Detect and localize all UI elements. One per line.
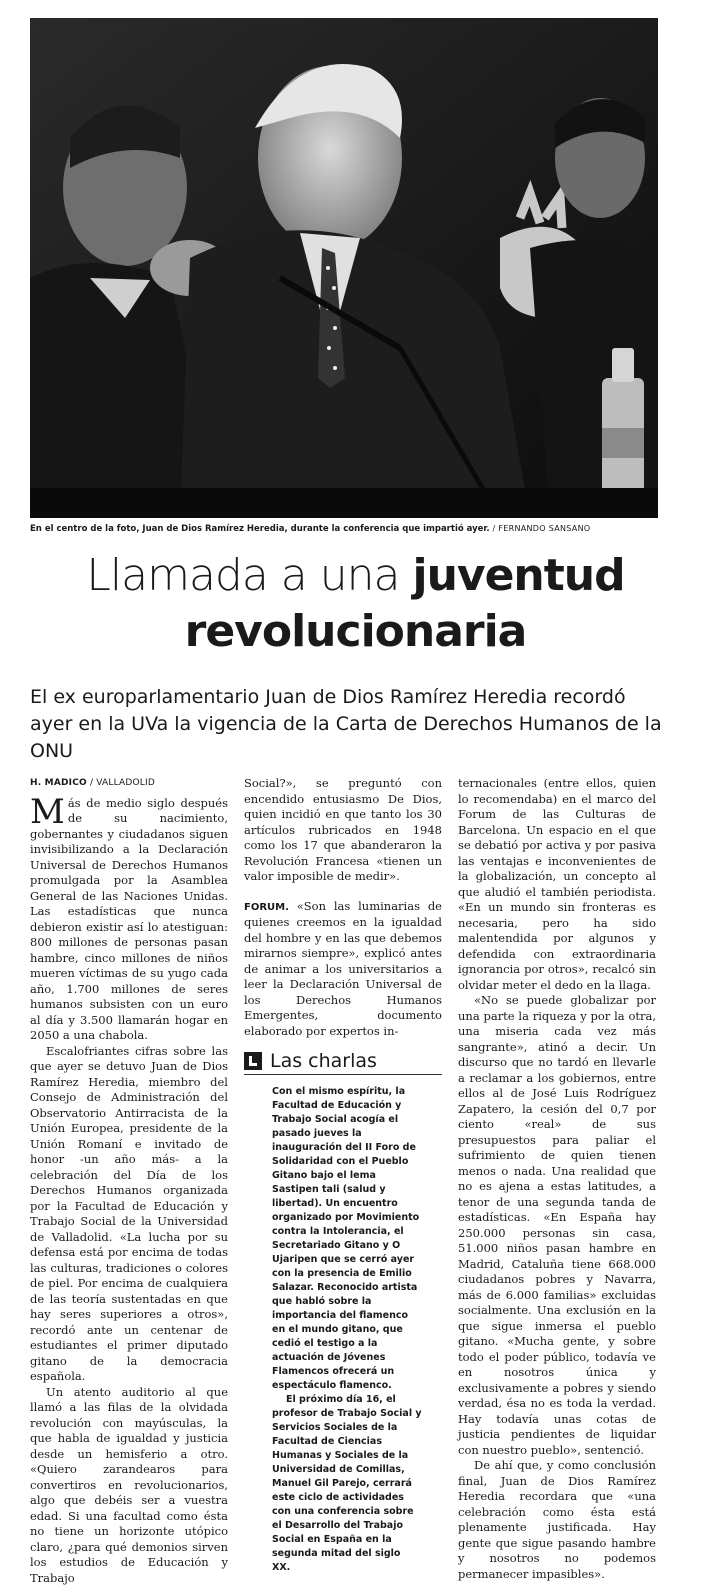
sidebar-title: Las charlas bbox=[270, 1050, 377, 1072]
sidebar-box bbox=[244, 1050, 442, 1575]
paragraph-1-text: ás de medio siglo después de su nacimiento, gobernantes y ciudadanos siguen invisibilizando a la Declaración Universal de Derechos Humanos promulgada por la Asamblea General de las Naciones Unidas. Las estadísticas que nunca debieron existir así lo atestiguan: 800 millones de personas pasan hambre, cinco millones de niños mueren víctimas de su yugo cada año, 1.700 millones de seres humanos subsisten con un euro al día y 3.500 llamarán hogar en 2050 a una chabola. bbox=[30, 796, 228, 1043]
paragraph-5-text: «Son las luminarias de quienes creemos en la igualdad del hombre y en las que debemos mirarnos siempre», explicó antes de animar a los universitarios a leer la Declaración Universal de los Derechos Humanos Emergentes, documento elaborado por expertos in- bbox=[244, 899, 442, 1038]
headline bbox=[0, 548, 711, 660]
byline-author: H. MADICO bbox=[30, 778, 87, 788]
paragraph-8: De ahí que, y como conclusión final, Juan de Dios Ramírez Heredia recordara que «una celebración como ésta está plenamente justificada. Hay gente que sigue pasando hambre y nosotros no podemos permanecer impasibles». bbox=[458, 1458, 656, 1582]
column-3 bbox=[458, 776, 656, 1582]
paragraph-7: «No se puede globalizar por una parte la riqueza y por la otra, una miseria cada vez más sangrante», atinó a decir. Un discurso que no tardó en llevarle a reclamar a los gobiernos, entre ellos al de José Luis Rodríguez Zapatero, la cesión del 0,7 por ciento «real» de sus presupuestos para paliar el sufrimiento de quien tienen menos o nada. Una realidad que no es ajena a estas latitudes, a tenor de una segunda tanda de estadísticas. «En España hay 250.000 personas sin casa, 51.000 niños pasan hambre en Madrid, Cataluña tiene 668.000 ciudadanos pobres y Navarra, más de 6.000 familias» excluidas socialmente. Una exclusión en la que sigue inmersa el pueblo gitano. «Mucha gente, y sobre todo el poder público, todavía ve en nosotros única y exclusivamente a pobres y siendo verdad, ésa no es toda la verdad. Hay todavía unas cotas de justicia pendientes de liquidar con nuestro pueblo», sentenció. bbox=[458, 993, 656, 1458]
paragraph-1 bbox=[30, 796, 228, 1044]
sidebar-paragraph-2: El próximo día 16, el profesor de Trabajo Social y Servicios Sociales de la Facultad de Ciencias Humanas y Sociales de la Universidad de Comillas, Manuel Gil Parejo, cerrará este ciclo de actividades con una conferencia sobre el Desarrollo del Trabajo Social en España en la segunda mitad del siglo XX. bbox=[272, 1393, 422, 1575]
paragraph-3: Un atento auditorio al que llamó a las filas de la olvidada revolución con mayúsculas, la que habla de igualdad y justicia desde un hemisferio a otro. «Quiero zarandearos para convertiros en revolucionarios, algo que debéis ser a vuestra edad. Si una facultad como ésta no tiene un horizonte utópico claro, ¿para qué demonios sirven los estudios de Educación y Trabajo bbox=[30, 1385, 228, 1586]
headline-bold: juventud bbox=[412, 550, 624, 601]
photo-credit: / FERNANDO SANSANO bbox=[490, 524, 591, 533]
section-marker-icon bbox=[244, 1052, 262, 1070]
paragraph-4: Social?», se preguntó con encendido entusiasmo De Dios, quien incidió en que tanto los 30 artículos rubricados en 1948 como los 17 que abanderaron la Revolución Francesa «tienen un valor imposible de medir». bbox=[244, 776, 442, 885]
headline-light: Llamada a una bbox=[86, 550, 412, 601]
news-photo bbox=[30, 18, 658, 518]
caption-text: En el centro de la foto, Juan de Dios Ramírez Heredia, durante la conferencia que impartió ayer. bbox=[30, 524, 490, 534]
paragraph-6: ternacionales (entre ellos, quien lo recomendaba) en el marco del Forum de las Culturas de Barcelona. Un espacio en el que se debatió por activa y por pasiva las ventajas e inconvenientes de la globalización, un concepto al que aludió el también periodista. «En un mundo sin fronteras es necesaria, pero ha sido malentendida por algunos y defendida con extraordinaria ignorancia por otros», recalcó sin olvidar meter el dedo en la llaga. bbox=[458, 776, 656, 993]
byline-city: / VALLADOLID bbox=[87, 778, 155, 788]
headline-line2: revolucionaria bbox=[185, 606, 527, 657]
byline bbox=[30, 776, 228, 792]
paragraph-2: Escalofriantes cifras sobre las que ayer se detuvo Juan de Dios Ramírez Heredia, miembro del Consejo de Administración del Observatorio Antirracista de la Unión Europea, presidente de la Unión Romaní e invitado de honor -un año más- a la celebración del Día de los Derechos Humanos organizada por la Facultad de Educación y Trabajo Social de la Universidad de Valladolid. «La lucha por su defensa está por encima de todas las culturas, tradiciones o colores de piel. Por encima de cualquiera de las teoría sustentadas en que hay seres superiores a otros», recordó ante un centenar de estudiantes el primer diputado gitano de la democracia española. bbox=[30, 1044, 228, 1385]
sidebar-text bbox=[244, 1085, 442, 1575]
paragraph-5 bbox=[244, 899, 442, 1040]
column-2 bbox=[244, 776, 442, 1039]
sidebar-header bbox=[244, 1050, 442, 1075]
drop-cap: M bbox=[30, 798, 65, 826]
forum-label: FORUM. bbox=[244, 902, 289, 913]
sidebar-paragraph-1: Con el mismo espíritu, la Facultad de Educación y Trabajo Social acogía el pasado jueves la inauguración del II Foro de Solidaridad con el Pueblo Gitano bajo el lema Sastipen tali (salud y libertad). Un encuentro organizado por Movimiento contra la Intolerancia, el Secretariado Gitano y O Ujaripen que se cerró ayer con la presencia de Emilio Salazar. Reconocido artista que habló sobre la importancia del flamenco en el mundo gitano, que cedió el testigo a la actuación de Jóvenes Flamencos ofrecerá un espectáculo flamenco. bbox=[272, 1085, 422, 1393]
subheadline: El ex europarlamentario Juan de Dios Ramírez Heredia recordó ayer en la UVa la vigencia de la Carta de Derechos Humanos de la ONU bbox=[30, 684, 670, 765]
photo-caption bbox=[30, 524, 670, 534]
column-1 bbox=[30, 776, 228, 1586]
